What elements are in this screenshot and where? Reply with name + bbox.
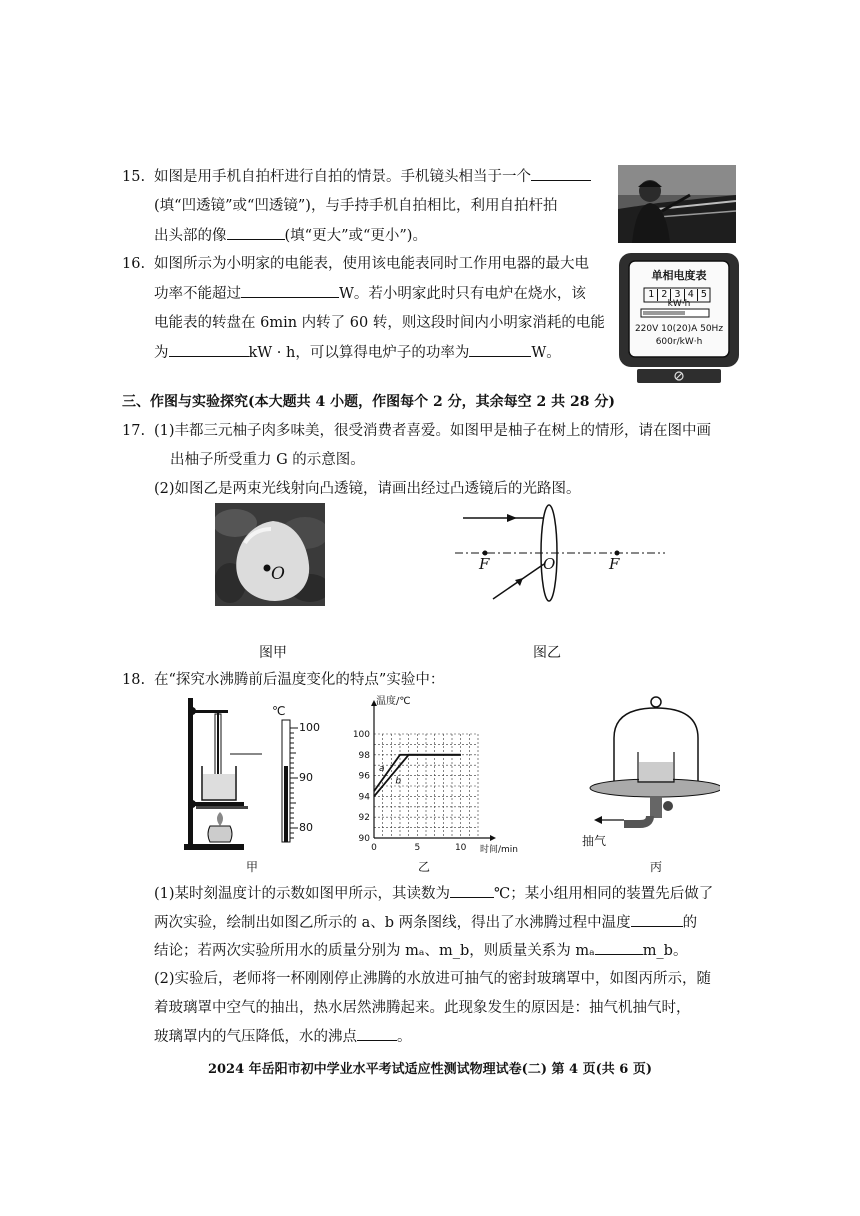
question-number: 18.	[122, 672, 146, 688]
question-number: 15.	[122, 169, 146, 185]
q15-text-2: (填“凹透镜”或“凹透镜”)，与手持手机自拍相比，利用自拍杆拍	[154, 198, 558, 214]
q18-text-2d: 。	[397, 1029, 412, 1045]
meter-digit: 4	[685, 289, 698, 301]
pump-label: 抽气	[582, 834, 607, 848]
y-tick-label: 96	[358, 771, 370, 782]
y-axis-label: 温度/℃	[376, 696, 411, 707]
x-axis-arrow	[490, 835, 496, 841]
q18-text-1d: 的	[682, 915, 698, 931]
heating-apparatus	[180, 694, 280, 854]
section-heading: 三、作图与实验探究(本大题共 4 小题，作图每个 2 分，其余每空 2 共 28 分)	[122, 394, 615, 410]
question-number: 17.	[122, 423, 146, 439]
thermometer-unit: ℃	[272, 704, 286, 718]
meter-unit: kW·h	[667, 299, 691, 309]
q15-line1	[122, 166, 591, 187]
q17-text-1a: (1)丰都三元柚子肉多味美，很受消费者喜爱。如图甲是柚子在树上的情形，请在图中画	[154, 423, 712, 439]
focus-label-right: F	[609, 555, 620, 573]
grapefruit-photo[interactable]	[215, 503, 325, 606]
thermometer-tick-100: 100	[299, 721, 320, 734]
y-tick-label: 100	[352, 730, 370, 740]
q16-text-2a: 功率不能超过	[154, 286, 241, 302]
meter-spec-2: 600r/kW·h	[655, 337, 703, 347]
q18-line2	[154, 883, 713, 904]
q18-text-2c: 玻璃罩内的气压降低，水的沸点	[154, 1029, 357, 1045]
q16-blank-2[interactable]	[169, 342, 249, 357]
x-tick-label: 10	[454, 843, 467, 853]
q18-intro: 在“探究水沸腾前后温度变化的特点”实验中：	[154, 672, 445, 688]
figure-caption-yi: 图乙	[533, 645, 561, 661]
meter-digit: 1	[645, 289, 658, 301]
q15-text-3b: (填“更大”或“更小”)。	[284, 228, 427, 244]
x-tick-label: 0	[371, 843, 377, 853]
meter-title: 单相电度表	[651, 269, 707, 282]
q16-line1	[122, 254, 589, 274]
figure-caption-yi-18: 乙	[418, 860, 431, 874]
q18-blank-1[interactable]	[450, 883, 494, 898]
q16-text-4b: kW · h，可以算得电炉子的功率为	[248, 345, 470, 361]
q17-line2	[170, 450, 365, 470]
q18-text-1c: 两次实验，绘制出如图乙所示的 a、b 两条图线，得出了水沸腾过程中温度	[154, 915, 631, 931]
convex-lens-diagram[interactable]	[455, 503, 665, 606]
q15-blank-1[interactable]	[531, 166, 591, 181]
optical-center-label: O	[543, 555, 556, 573]
temperature-time-chart	[350, 694, 530, 864]
meter-digit: 3	[671, 289, 684, 301]
q18-text-1e: 结论；若两次实验所用水的质量分别为 mₐ、m_b，则质量关系为 mₐ	[154, 943, 595, 959]
q16-line3	[154, 313, 605, 333]
q18-text-1f: m_b。	[642, 943, 688, 959]
q18-line6	[154, 998, 691, 1018]
x-axis-label: 时间/min	[480, 845, 519, 855]
q17-line1	[122, 421, 711, 441]
q16-blank-1[interactable]	[241, 283, 339, 298]
center-label-o: O	[271, 564, 285, 584]
q18-blank-2[interactable]	[631, 912, 683, 927]
y-tick-label: 92	[358, 813, 370, 824]
q18-line3	[154, 912, 697, 933]
meter-digit: 2	[658, 289, 671, 301]
q15-line2	[154, 196, 557, 216]
selfie-stick-photo	[618, 165, 736, 243]
x-tick-label: 5	[414, 843, 421, 853]
page-footer: 2024 年岳阳市初中学业水平考试适应性测试物理试卷(二) 第 4 页(共 6 页)	[207, 1062, 653, 1077]
thermometer-tick-80: 80	[299, 821, 313, 834]
q18-text-2a: (2)实验后，老师将一杯刚刚停止沸腾的水放进可抽气的密封玻璃罩中，如图丙所示，随	[154, 971, 712, 987]
q16-text-2b: W。若小明家此时只有电炉在烧水，该	[339, 286, 586, 302]
q16-text-4a: 为	[154, 345, 169, 361]
q16-text-1: 如图所示为小明家的电能表，使用该电能表同时工作用电器的最大电	[154, 256, 589, 272]
q18-line5	[154, 969, 711, 989]
y-tick-label: 94	[358, 792, 370, 803]
question-number: 16.	[122, 256, 146, 272]
q15-text-1: 如图是用手机自拍杆进行自拍的情景。手机镜头相当于一个	[154, 169, 531, 185]
q16-text-3: 电能表的转盘在 6min 内转了 60 转，则这段时间内小明家消耗的电能	[154, 315, 605, 331]
y-tick-label: 98	[358, 750, 370, 761]
q17-line3	[154, 479, 581, 499]
q18-text-2b: 着玻璃罩中空气的抽出，热水居然沸腾起来。此现象发生的原因是：抽气机抽气时，	[154, 1000, 691, 1016]
thermometer-reading	[268, 706, 328, 846]
bell-jar-apparatus	[580, 694, 720, 854]
q16-blank-3[interactable]	[469, 342, 531, 357]
q17-text-2: (2)如图乙是两束光线射向凸透镜，请画出经过凸透镜后的光路图。	[154, 481, 581, 497]
q18-line4	[154, 940, 687, 961]
q18-line7	[154, 1026, 412, 1047]
focus-label-left: F	[479, 555, 490, 573]
q16-line4	[154, 342, 561, 363]
q15-blank-2[interactable]	[227, 225, 285, 240]
figure-caption-bing-18: 丙	[650, 860, 663, 874]
q16-text-4c: W。	[531, 345, 561, 361]
q16-line2	[154, 283, 586, 304]
series-label-b: b	[395, 776, 402, 787]
y-tick-label: 90	[358, 834, 370, 844]
q17-text-1b: 出柚子所受重力 G 的示意图。	[170, 452, 365, 468]
thermometer-tick-90: 90	[299, 771, 313, 784]
q15-line3	[154, 225, 427, 246]
figure-caption-jia: 图甲	[259, 645, 287, 661]
electricity-meter	[617, 251, 741, 385]
q18-text-1a: (1)某时刻温度计的示数如图甲所示，其读数为	[154, 886, 451, 902]
meter-spec-1: 220V 10(20)A 50Hz	[634, 324, 724, 334]
q18-line1	[122, 670, 444, 690]
q18-blank-4[interactable]	[357, 1026, 397, 1041]
series-label-a: a	[379, 764, 385, 774]
q15-text-3a: 出头部的像	[154, 228, 227, 244]
figure-caption-jia-18: 甲	[246, 860, 259, 874]
q18-text-1b: ℃；某小组用相同的装置先后做了	[494, 886, 714, 902]
meter-digit: 5	[700, 289, 707, 300]
q18-blank-3[interactable]	[595, 940, 643, 955]
